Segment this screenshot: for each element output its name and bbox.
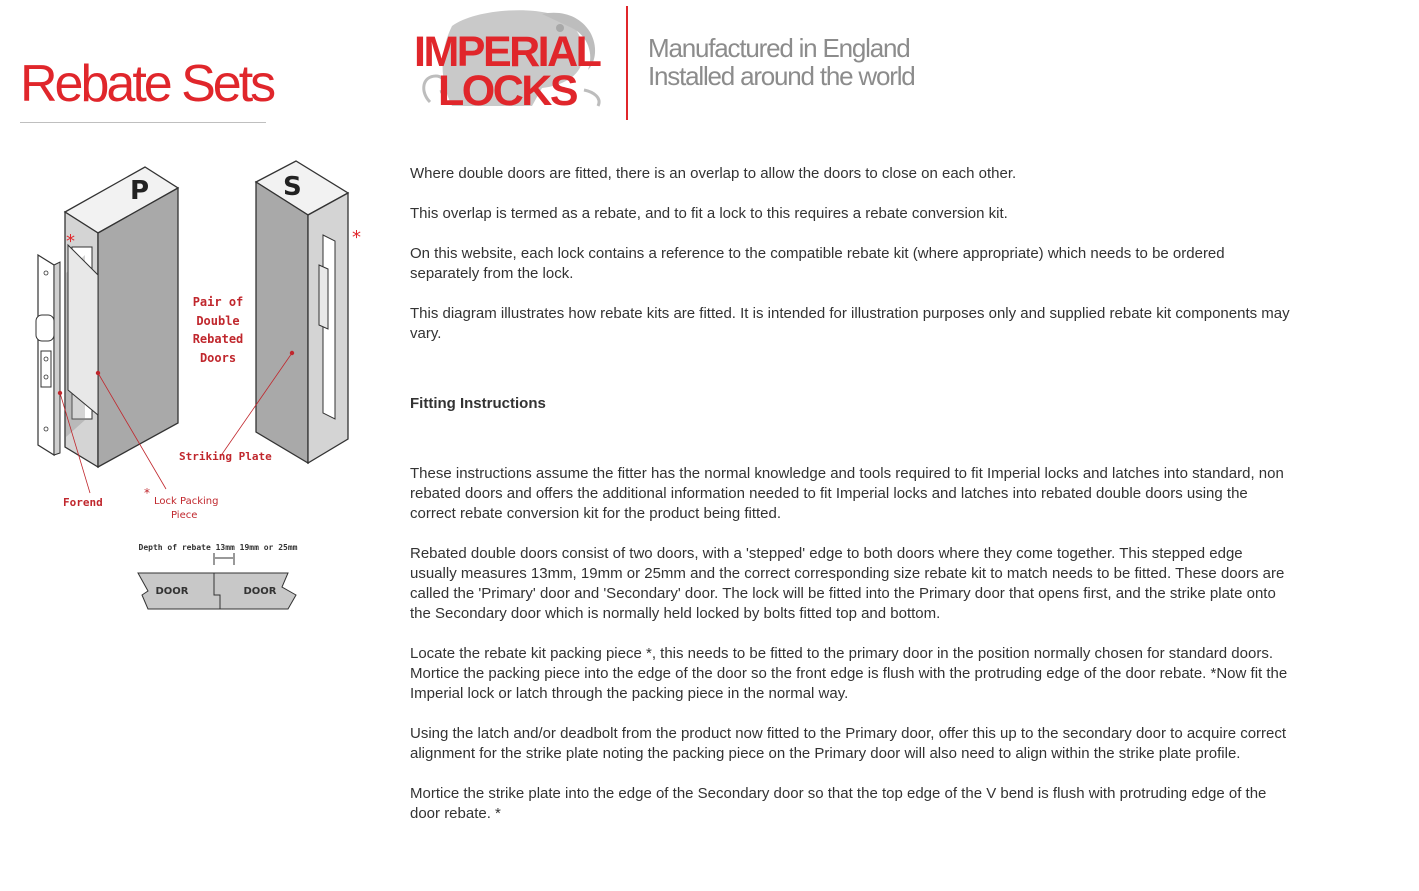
intro-paragraph: This overlap is termed as a rebate, and to fit a lock to this requires a rebate conversion kit. <box>410 205 1008 222</box>
primary-door-illustration <box>36 167 178 467</box>
caption-rebated: Rebated <box>192 332 244 346</box>
instruction-paragraph: These instructions assume the fitter has the normal knowledge and tools required to fit Imperial locks and latches into standard, non rebated doors and offers the additional information needed to fit Imperial locks and latches into rebated double doors using the correct rebate conversion kit for the product being fitted. <box>410 465 1284 522</box>
caption-doors: Doors <box>199 351 237 365</box>
fitting-instructions-heading: Fitting Instructions <box>410 395 546 412</box>
page-title: Rebate Sets <box>20 55 274 113</box>
tagline-line-2: Installed around the world <box>648 61 915 91</box>
label-p: P <box>130 176 150 206</box>
instruction-paragraph: Mortice the strike plate into the edge of the Secondary door so that the top edge of the V bend is flush with protruding edge of the door rebate. * <box>410 785 1267 822</box>
depth-indicator <box>214 553 234 565</box>
logo-text-imperial: IMPERIAL <box>414 28 600 76</box>
main-content <box>410 164 1290 844</box>
intro-paragraph: Where double doors are fitted, there is an overlap to allow the doors to close on each other. <box>410 165 1017 182</box>
label-lock-packing-line-1: Lock Packing <box>154 496 219 507</box>
label-striking-plate: Striking Plate <box>179 450 272 463</box>
intro-paragraph: This diagram illustrates how rebate kits are fitted. It is intended for illustration purposes only and supplied rebate kit components may vary. <box>410 305 1290 342</box>
label-forend: Forend <box>63 496 103 509</box>
label-lock-packing-asterisk: * <box>144 486 150 500</box>
asterisk-marker-secondary: * <box>352 227 361 248</box>
rebate-diagram <box>30 155 380 625</box>
logo-text-locks: LOCKS <box>438 67 576 110</box>
depth-caption: Depth of rebate 13mm 19mm or 25mm <box>138 543 298 552</box>
label-s: S <box>283 172 302 202</box>
tagline-line-1: Manufactured in England <box>648 33 910 63</box>
caption-double: Double <box>196 314 240 328</box>
asterisk-marker-primary: * <box>66 231 75 252</box>
instruction-paragraph: Locate the rebate kit packing piece *, this needs to be fitted to the primary door in the position normally chosen for standard doors. Mortice the packing piece into the edge of the door so the front edge is flush with the protruding edge of the door rebate. *Now fit the Imperial lock or latch through the packing piece in the normal way. <box>410 645 1288 702</box>
label-lock-packing-line-2: Piece <box>171 510 198 521</box>
tagline <box>648 34 915 90</box>
secondary-door-illustration <box>256 161 348 463</box>
intro-paragraph: On this website, each lock contains a reference to the compatible rebate kit (where appropriate) which needs to be ordered separately from the lock. <box>410 245 1225 282</box>
instruction-paragraph: Using the latch and/or deadbolt from the product now fitted to the Primary door, offer this up to the secondary door to acquire correct alignment for the strike plate noting the packing piece on the Primary door will also need to align within the strike plate profile. <box>410 725 1287 762</box>
title-divider <box>20 122 266 123</box>
label-door-right: DOOR <box>243 586 277 597</box>
label-door-left: DOOR <box>155 586 189 597</box>
instruction-paragraph: Rebated double doors consist of two doors, with a 'stepped' edge to both doors where they come together. This stepped edge usually measures 13mm, 19mm or 25mm and the correct corresponding size rebate kit to match needs to be fitted. These doors are called the 'Primary' door and 'Secondary' door. The lock will be fitted into the Primary door that opens first, and the strike plate onto the Secondary door which is normally held locked by bolts fitted top and bottom. <box>410 545 1285 622</box>
header-divider <box>626 6 628 120</box>
caption-pair-of: Pair of <box>192 295 244 309</box>
imperial-locks-logo <box>412 6 612 110</box>
